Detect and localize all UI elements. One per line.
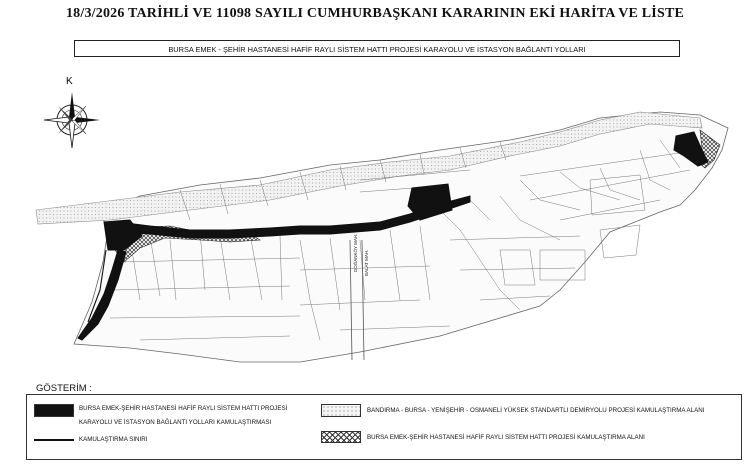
legend-item-3: BANDIRMA - BURSA - YENİŞEHİR - OSMANELİ YÜKSEK STANDARTLI DEMİRYOLU PROJESİ KAMULAŞTIRMA ALANI: [367, 407, 705, 414]
legend-title: GÖSTERİM :: [36, 383, 92, 394]
legend-item-1-line1: BURSA EMEK-ŞEHİR HASTANESİ HAFİF RAYLI SİSTEM HATTI PROJESİ: [79, 405, 288, 412]
page-title: 18/3/2026 TARİHLİ VE 11098 SAYILI CUMHURBAŞKANI KARARININ EKİ HARİTA VE LİSTE: [65, 6, 685, 21]
legend-item-2: KAMULAŞTIRMA SINIRI: [79, 436, 148, 443]
legend-swatch-dotted: [321, 404, 361, 417]
legend-swatch-black: [34, 404, 74, 417]
legend: [26, 394, 742, 460]
north-arrow-icon: [44, 76, 100, 148]
north-label: K: [66, 76, 73, 87]
legend-swatch-crosshatch: [321, 431, 361, 443]
legend-item-1-line2: KARAYOLU VE İSTASYON BAĞLANTI YOLLARI KAMULAŞTIRMASI: [79, 419, 272, 426]
project-subtitle: BURSA EMEK - ŞEHİR HASTANESİ HAFİF RAYLI SİSTEM HATTI PROJESİ KARAYOLU VE İSTASYON BAĞLANTI YOLLARI: [74, 40, 680, 57]
cadastral-map: [0, 64, 750, 379]
legend-swatch-line: [34, 439, 74, 441]
road-label-1: DOĞANKÖY MAH.: [353, 233, 358, 272]
legend-item-4: BURSA EMEK-ŞEHİR HASTANESİ HAFİF RAYLI SİSTEM HATTI PROJESİ KAMULAŞTIRMA ALANI: [367, 434, 645, 441]
road-label-2: BALAT MAH.: [364, 249, 369, 276]
